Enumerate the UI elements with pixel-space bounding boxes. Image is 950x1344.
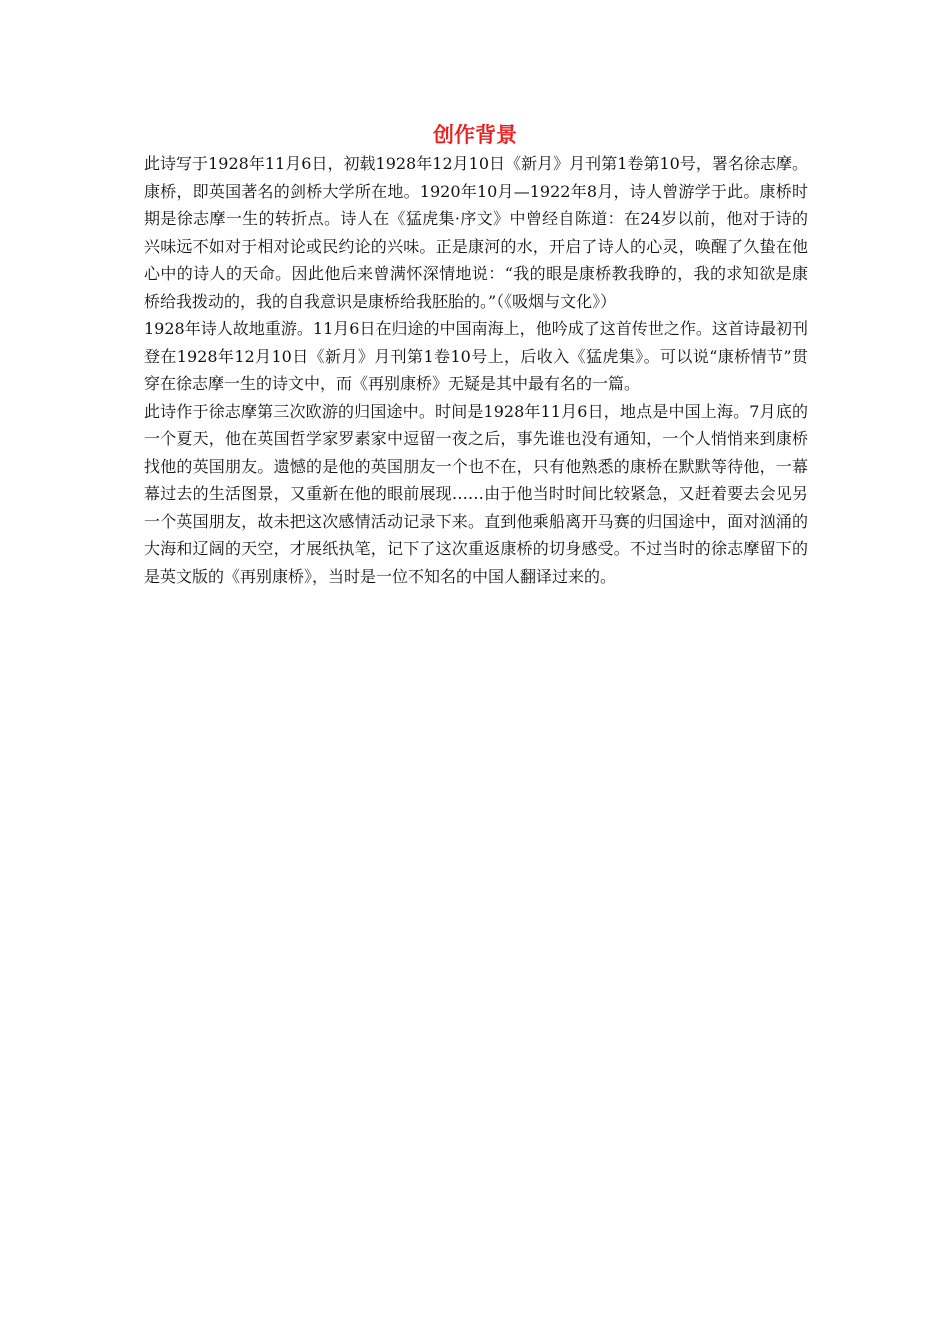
paragraph-1: 此诗写于1928年11月6日，初载1928年12月10日《新月》月刊第1卷第10号，署名徐志摩。康桥，即英国著名的剑桥大学所在地。1920年10月—1922年8月，诗人曾游学于此。康桥时期是徐志摩一生的转折点。诗人在《猛虎集·序文》中曾经自陈道：在24岁以前，他对于诗的兴味远不如对于相对论或民约论的兴味。正是康河的水，开启了诗人的心灵，唤醒了久蛰在他心中的诗人的天命。因此他后来曾满怀深情地说：“我的眼是康桥教我睁的，我的求知欲是康桥给我拨动的，我的自我意识是康桥给我胚胎的。”（《吸烟与文化》） (144, 154, 808, 311)
paragraph-2: 1928年诗人故地重游。11月6日在归途的中国南海上，他吟成了这首传世之作。这首诗最初刊登在1928年12月10日《新月》月刊第1卷10号上，后收入《猛虎集》。可以说“康桥情节”贯穿在徐志摩一生的诗文中，而《再别康桥》无疑是其中最有名的一篇。 (144, 319, 808, 393)
paragraph-3: 此诗作于徐志摩第三次欧游的归国途中。时间是1928年11月6日，地点是中国上海。7月底的一个夏天，他在英国哲学家罗素家中逗留一夜之后，事先谁也没有通知，一个人悄悄来到康桥找他的英国朋友。遗憾的是他的英国朋友一个也不在，只有他熟悉的康桥在默默等待他，一幕幕过去的生活图景，又重新在他的眼前展现……由于他当时时间比较紧急，又赶着要去会见另一个英国朋友，故未把这次感情活动记录下来。直到他乘船离开马赛的归国途中，面对汹涌的大海和辽阔的天空，才展纸执笔，记下了这次重返康桥的切身感受。不过当时的徐志摩留下的是英文版的《再别康桥》，当时是一位不知名的中国人翻译过来的。 (144, 401, 808, 586)
document-body (144, 150, 808, 590)
document-title: 创作背景 (433, 123, 517, 147)
